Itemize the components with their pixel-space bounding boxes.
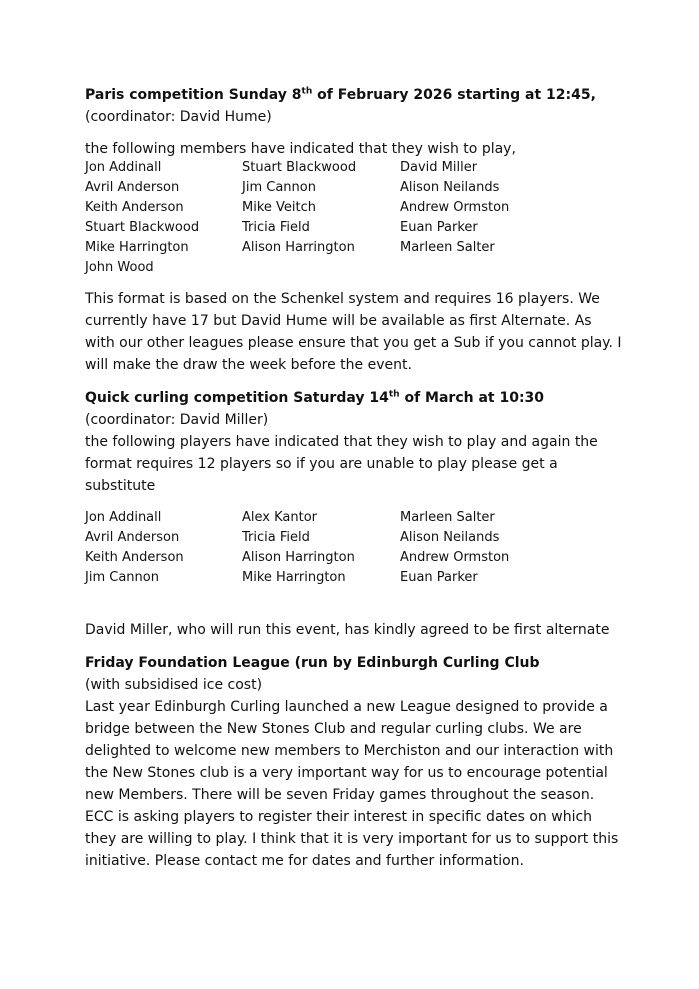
quick-heading-rest: of March at 10:30 — [399, 390, 545, 406]
player-name: Mike Harrington — [242, 570, 346, 585]
player-name: Avril Anderson — [85, 530, 180, 545]
player-name: Alison Neilands — [400, 530, 500, 545]
player-name: Andrew Ormston — [400, 550, 510, 565]
paris-heading — [85, 84, 625, 106]
player-name: Stuart Blackwood — [85, 220, 200, 235]
player-name: Alison Harrington — [242, 550, 355, 565]
quick-note: David Miller, who will run this event, has kindly agreed to be first alternate — [85, 622, 610, 638]
player-name: David Miller — [400, 160, 478, 175]
player-name: Jon Addinall — [85, 160, 162, 175]
quick-heading-ordinal: th — [388, 389, 400, 400]
quick-heading — [85, 387, 625, 409]
player-name: John Wood — [85, 260, 154, 275]
player-name: Jim Cannon — [242, 180, 316, 195]
paris-body: This format is based on the Schenkel system and requires 16 players. We currently have 17 but David Hume will be available as first Alternate. As with our other leagues please ensure that you get a Sub if you cannot play. I will make the draw the week before the event. — [85, 291, 622, 373]
friday-heading: Friday Foundation League (run by Edinburgh Curling Club — [85, 655, 540, 671]
paris-heading-rest: of February 2026 starting at 12:45, — [312, 87, 596, 103]
player-name: Mike Harrington — [85, 240, 189, 255]
paris-intro: the following members have indicated that they wish to play, — [85, 141, 516, 157]
player-name: Stuart Blackwood — [242, 160, 357, 175]
paris-heading-text: Paris competition Sunday 8 — [85, 87, 302, 103]
player-name: Alison Harrington — [242, 240, 355, 255]
player-name: Marleen Salter — [400, 510, 495, 525]
quick-heading-text: Quick curling competition Saturday 14 — [85, 390, 389, 406]
document-page — [85, 84, 625, 872]
player-name: Avril Anderson — [85, 180, 180, 195]
player-name: Keith Anderson — [85, 200, 184, 215]
paris-player-list — [85, 158, 625, 278]
player-name: Tricia Field — [242, 220, 310, 235]
player-name: Alex Kantor — [242, 510, 317, 525]
player-name: Marleen Salter — [400, 240, 495, 255]
player-name: Euan Parker — [400, 220, 478, 235]
paris-coordinator: (coordinator: David Hume) — [85, 109, 272, 125]
player-name: Andrew Ormston — [400, 200, 510, 215]
player-name: Jim Cannon — [85, 570, 159, 585]
player-name: Alison Neilands — [400, 180, 500, 195]
player-name: Tricia Field — [242, 530, 310, 545]
quick-coordinator: (coordinator: David Miller) — [85, 412, 269, 428]
player-name: Keith Anderson — [85, 550, 184, 565]
quick-intro: the following players have indicated that they wish to play and again the format requires 12 players so if you are unable to play please get a substitute — [85, 434, 598, 494]
quick-player-list — [85, 508, 625, 588]
friday-body: Last year Edinburgh Curling launched a new League designed to provide a bridge between the New Stones Club and regular curling clubs. We are delighted to welcome new members to Merchiston and our interaction with the New Stones club is a very important way for us to encourage potential new Members. There will be seven Friday games throughout the season. ECC is asking players to register their interest in specific dates on which they are willing to play. I think that it is very important for us to support this initiative. Please contact me for dates and further information. — [85, 699, 619, 869]
player-name: Euan Parker — [400, 570, 478, 585]
friday-subheading: (with subsidised ice cost) — [85, 677, 263, 693]
player-name: Mike Veitch — [242, 200, 317, 215]
paris-heading-ordinal: th — [301, 86, 313, 97]
player-name: Jon Addinall — [85, 510, 162, 525]
